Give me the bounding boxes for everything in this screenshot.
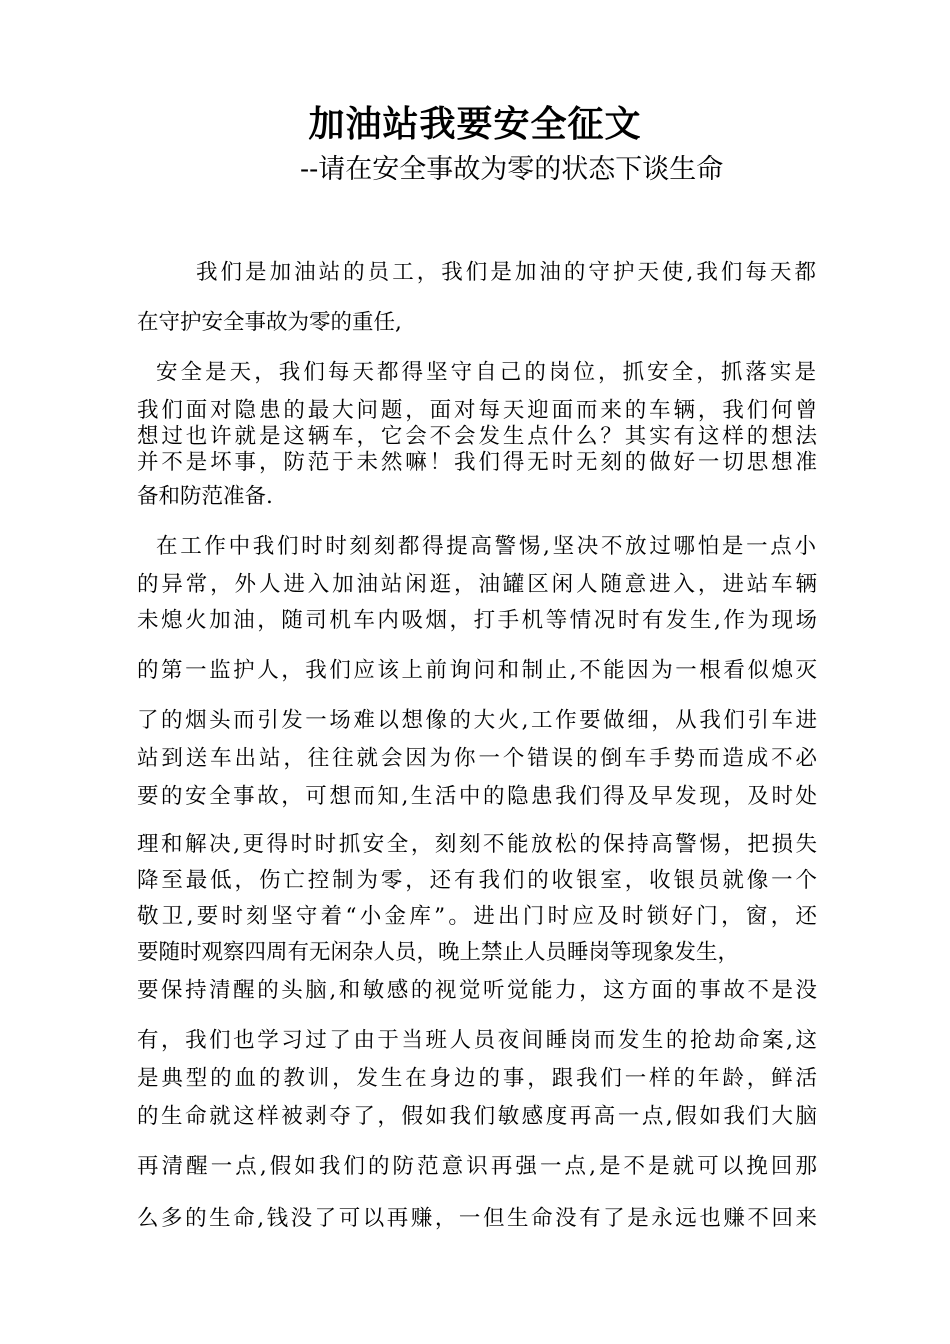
paragraph-line: 要的安全事故，可想而知,生活中的隐患我们得及早发现，及时处 <box>137 784 817 809</box>
paragraph-line: 站到送车出站，往往就会因为你一个错误的倒车手势而造成不必 <box>137 746 817 771</box>
paragraph-line: 要随时观察四周有无闲杂人员，晚上禁止人员睡岗等现象发生， <box>137 940 740 965</box>
paragraph-line: 的异常，外人进入加油站闲逛，油罐区闲人随意进入，进站车辆 <box>137 572 817 597</box>
paragraph-line: 要保持清醒的头脑,和敏感的视觉听觉能力，这方面的事故不是没 <box>137 978 817 1003</box>
paragraph-line: 的第一监护人，我们应该上前询问和制止,不能因为一根看似熄灭 <box>137 658 817 683</box>
document-subtitle: --请在安全事故为零的状态下谈生命 <box>300 154 724 185</box>
paragraph-line: 理和解决,更得时时抓安全，刻刻不能放松的保持高警惕，把损失 <box>137 832 817 857</box>
paragraph-line: 我们是加油站的员工，我们是加油的守护天使,我们每天都 <box>196 260 816 285</box>
paragraph-line: 的生命就这样被剥夺了，假如我们敏感度再高一点,假如我们大脑 <box>137 1104 817 1129</box>
paragraph-line: 未熄火加油，随司机车内吸烟，打手机等情况时有发生,作为现场 <box>137 608 817 633</box>
paragraph-line: 并不是坏事，防范于未然嘛！我们得无时无刻的做好一切思想准 <box>137 450 817 475</box>
paragraph-line: 安全是天，我们每天都得坚守自己的岗位，抓安全，抓落实是 <box>156 360 816 385</box>
paragraph-line: 么多的生命,钱没了可以再赚，一但生命没有了是永远也赚不回来 <box>137 1206 817 1231</box>
paragraph-line: 有，我们也学习过了由于当班人员夜间睡岗而发生的抢劫命案,这 <box>137 1028 817 1053</box>
paragraph-line: 是典型的血的教训，发生在身边的事，跟我们一样的年龄，鲜活 <box>137 1066 817 1091</box>
paragraph-line: 敬卫,要时刻坚守着“小金库”。进出门时应及时锁好门，窗，还 <box>137 904 817 929</box>
paragraph-line: 在工作中我们时时刻刻都得提高警惕,坚决不放过哪怕是一点小 <box>156 534 816 559</box>
paragraph-line: 想过也许就是这辆车，它会不会发生点什么？其实有这样的想法 <box>137 424 817 449</box>
paragraph-line: 在守护安全事故为零的重任, <box>137 310 402 335</box>
paragraph-line: 我们面对隐患的最大问题，面对每天迎面而来的车辆，我们何曾 <box>137 398 817 423</box>
paragraph-line: 降至最低，伤亡控制为零，还有我们的收银室，收银员就像一个 <box>137 868 817 893</box>
paragraph-line: 再清醒一点,假如我们的防范意识再强一点,是不是就可以挽回那 <box>137 1154 817 1179</box>
paragraph-line: 了的烟头而引发一场难以想像的大火,工作要做细，从我们引车进 <box>137 708 817 733</box>
paragraph-line: 备和防范准备. <box>137 484 273 509</box>
document-title: 加油站我要安全征文 <box>308 103 642 145</box>
